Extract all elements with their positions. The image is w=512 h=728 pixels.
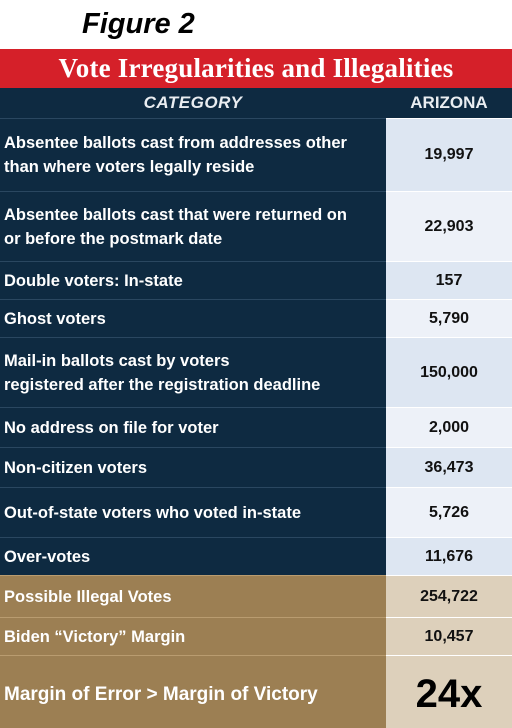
row-category: Over-votes [0,537,386,575]
figure-label: Figure 2 [82,8,195,40]
row-category-line: Absentee ballots cast from addresses other [4,134,347,152]
row-value: 5,726 [386,487,512,537]
row-value: 36,473 [386,447,512,487]
table-row [0,191,512,261]
row-category-line: or before the postmark date [4,229,223,248]
row-category [0,191,386,261]
row-category [0,337,386,407]
table-row [0,447,512,487]
row-value: 22,903 [386,191,512,261]
summary-label: Margin of Error > Margin of Victory [0,655,386,728]
summary-row [0,655,512,728]
table-row [0,337,512,407]
row-category-line: registered after the registration deadline [4,375,321,394]
row-category-line: Mail-in ballots cast by voters [4,351,230,370]
summary-value: 254,722 [386,575,512,617]
irregularities-table [0,88,512,728]
table-row [0,537,512,575]
summary-row [0,617,512,655]
summary-row [0,575,512,617]
row-category: Out-of-state voters who voted in-state [0,487,386,537]
table-row [0,407,512,447]
row-value: 11,676 [386,537,512,575]
table-row [0,487,512,537]
table-header-row [0,88,512,118]
row-value: 5,790 [386,299,512,337]
header-category: CATEGORY [0,88,386,118]
row-category-line: Absentee ballots cast that were returned on [4,205,347,224]
row-category [0,118,386,191]
table-title-banner: Vote Irregularities and Illegalities [0,49,512,88]
summary-value: 10,457 [386,617,512,655]
row-value: 19,997 [386,118,512,191]
summary-value: 24x [386,655,512,728]
row-value: 157 [386,261,512,299]
row-category: No address on file for voter [0,407,386,447]
row-category: Ghost voters [0,299,386,337]
row-category: Non-citizen voters [0,447,386,487]
row-value: 150,000 [386,337,512,407]
table-row [0,261,512,299]
row-category-line: than where voters legally reside [4,158,255,176]
summary-label: Biden “Victory” Margin [0,617,386,655]
row-value: 2,000 [386,407,512,447]
table-row [0,299,512,337]
header-state: ARIZONA [386,88,512,118]
summary-label: Possible Illegal Votes [0,575,386,617]
table-row [0,118,512,191]
row-category: Double voters: In-state [0,261,386,299]
